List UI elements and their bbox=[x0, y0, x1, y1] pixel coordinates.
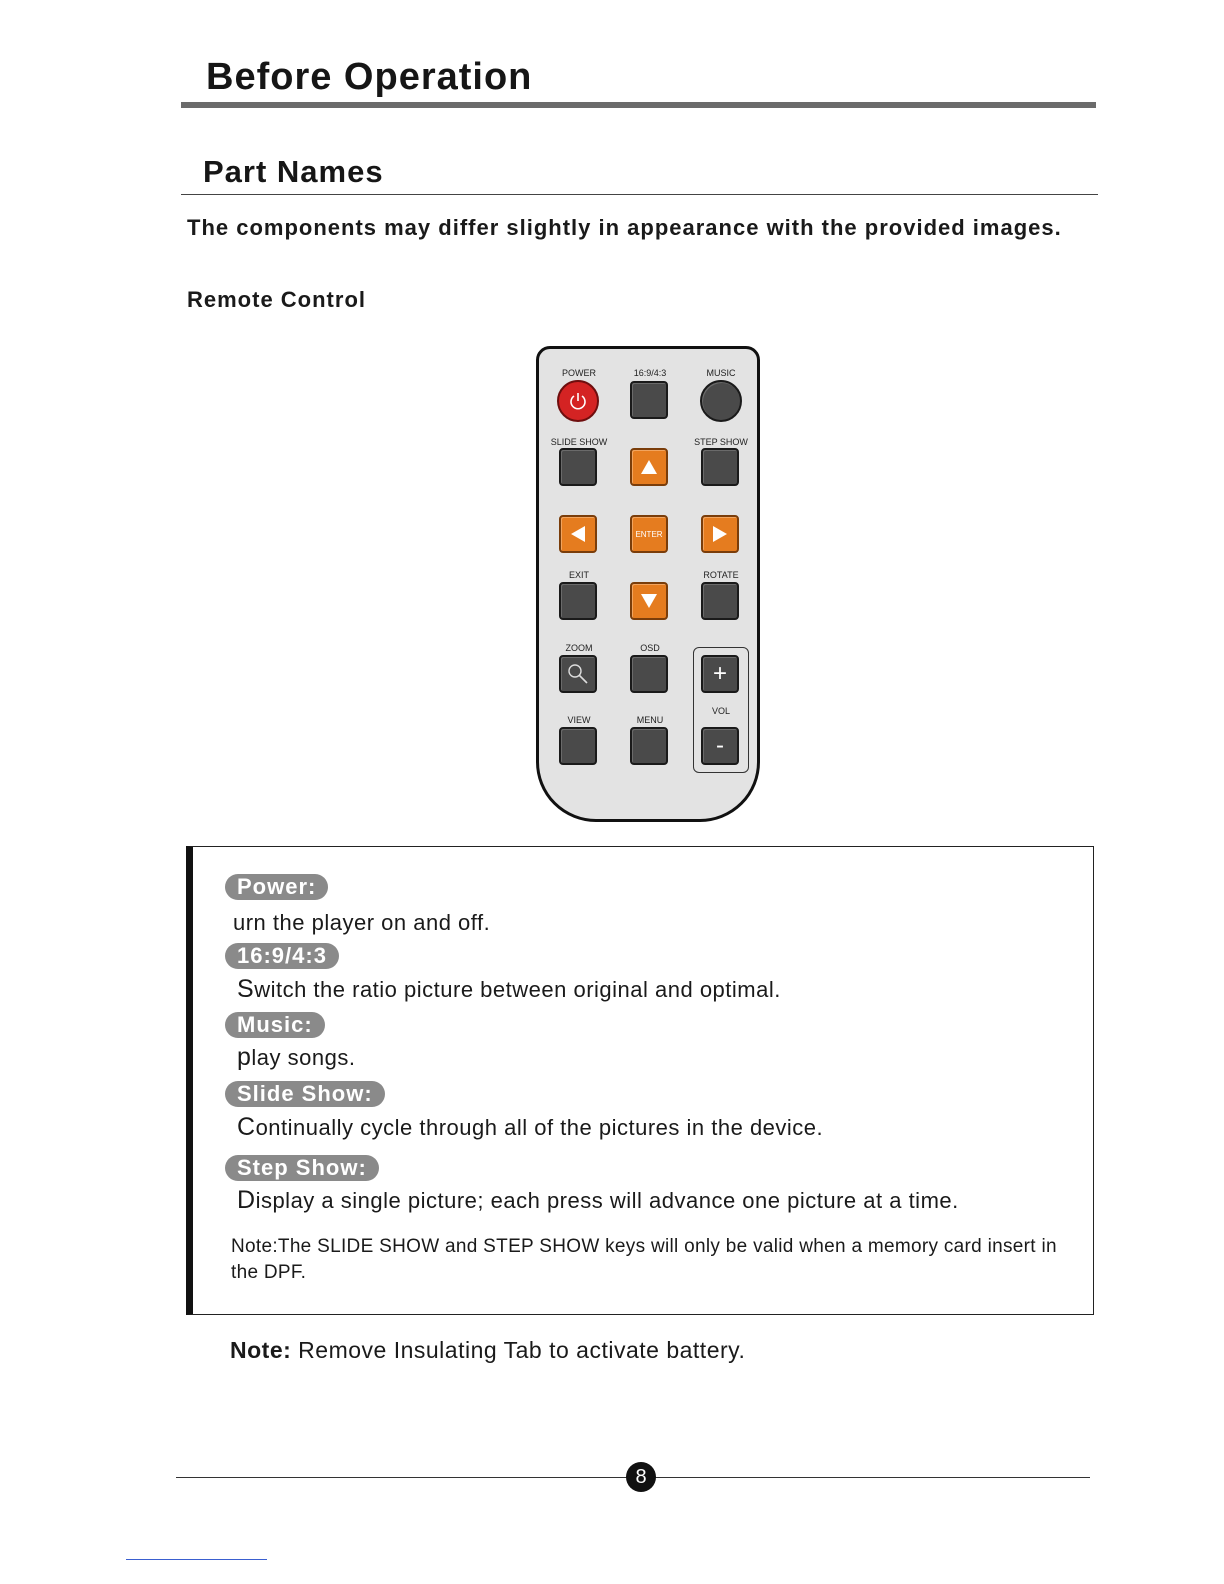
battery-note bbox=[230, 1337, 745, 1364]
remote-control-heading: Remote Control bbox=[187, 287, 366, 312]
vol-minus-button: - bbox=[701, 727, 739, 765]
battery-note-label: Note: bbox=[230, 1337, 292, 1363]
button-descriptions-box bbox=[186, 846, 1094, 1315]
battery-note-text: Remove Insulating Tab to activate battery. bbox=[291, 1337, 746, 1363]
rotate-label: ROTATE bbox=[703, 570, 739, 580]
slide-show-button bbox=[559, 448, 597, 486]
music-pill: Music: bbox=[225, 1012, 325, 1038]
footer-link-underline bbox=[126, 1559, 267, 1560]
section-title: Part Names bbox=[203, 154, 384, 189]
left-button bbox=[559, 515, 597, 553]
magnifier-icon bbox=[566, 662, 590, 686]
osd-label: OSD bbox=[640, 643, 660, 653]
title-rule bbox=[181, 102, 1096, 108]
arrow-right-icon bbox=[712, 525, 728, 543]
view-label: VIEW bbox=[567, 715, 591, 725]
down-button bbox=[630, 582, 668, 620]
power-label: POWER bbox=[561, 368, 596, 378]
zoom-label: ZOOM bbox=[565, 643, 593, 653]
ratio-label: 16:9/4:3 bbox=[633, 368, 667, 378]
remote-control-illustration bbox=[536, 346, 760, 822]
rotate-button bbox=[701, 582, 739, 620]
right-button bbox=[701, 515, 739, 553]
page-number: 8 bbox=[626, 1462, 656, 1492]
osd-button bbox=[630, 655, 668, 693]
arrow-down-icon bbox=[640, 593, 658, 609]
section-rule bbox=[181, 194, 1098, 195]
enter-button: ENTER bbox=[630, 515, 668, 553]
vol-plus-button: + bbox=[701, 655, 739, 693]
vol-label: VOL bbox=[711, 706, 730, 716]
menu-label: MENU bbox=[636, 715, 664, 725]
step-show-label: STEP SHOW bbox=[694, 437, 748, 447]
power-description: urn the player on and off. bbox=[233, 910, 491, 935]
music-description: play songs. bbox=[237, 1043, 356, 1071]
power-button bbox=[557, 380, 599, 422]
up-button bbox=[630, 448, 668, 486]
power-icon bbox=[568, 391, 588, 411]
menu-button bbox=[630, 727, 668, 765]
music-button bbox=[700, 380, 742, 422]
ratio-pill: 16:9/4:3 bbox=[225, 943, 339, 969]
music-label: MUSIC bbox=[706, 368, 736, 378]
ratio-button bbox=[630, 381, 668, 419]
exit-label: EXIT bbox=[568, 570, 589, 580]
arrow-left-icon bbox=[570, 525, 586, 543]
memory-card-note: Note:The SLIDE SHOW and STEP SHOW keys will only be valid when a memory card insert in the DPF. bbox=[231, 1236, 1057, 1283]
ratio-description: Switch the ratio picture between original and optimal. bbox=[237, 975, 781, 1003]
exit-button bbox=[559, 582, 597, 620]
zoom-button bbox=[559, 655, 597, 693]
arrow-up-icon bbox=[640, 459, 658, 475]
intro-text: The components may differ slightly in appearance with the provided images. bbox=[187, 215, 1062, 240]
view-button bbox=[559, 727, 597, 765]
slide-show-pill: Slide Show: bbox=[225, 1081, 385, 1107]
step-show-pill: Step Show: bbox=[225, 1155, 379, 1181]
step-show-button bbox=[701, 448, 739, 486]
page-title: Before Operation bbox=[206, 56, 533, 98]
slide-show-label: SLIDE SHOW bbox=[550, 437, 608, 447]
power-pill: Power: bbox=[225, 874, 328, 900]
slide-show-description: Continually cycle through all of the pictures in the device. bbox=[237, 1113, 824, 1141]
step-show-description: Display a single picture; each press will advance one picture at a time. bbox=[237, 1186, 959, 1214]
